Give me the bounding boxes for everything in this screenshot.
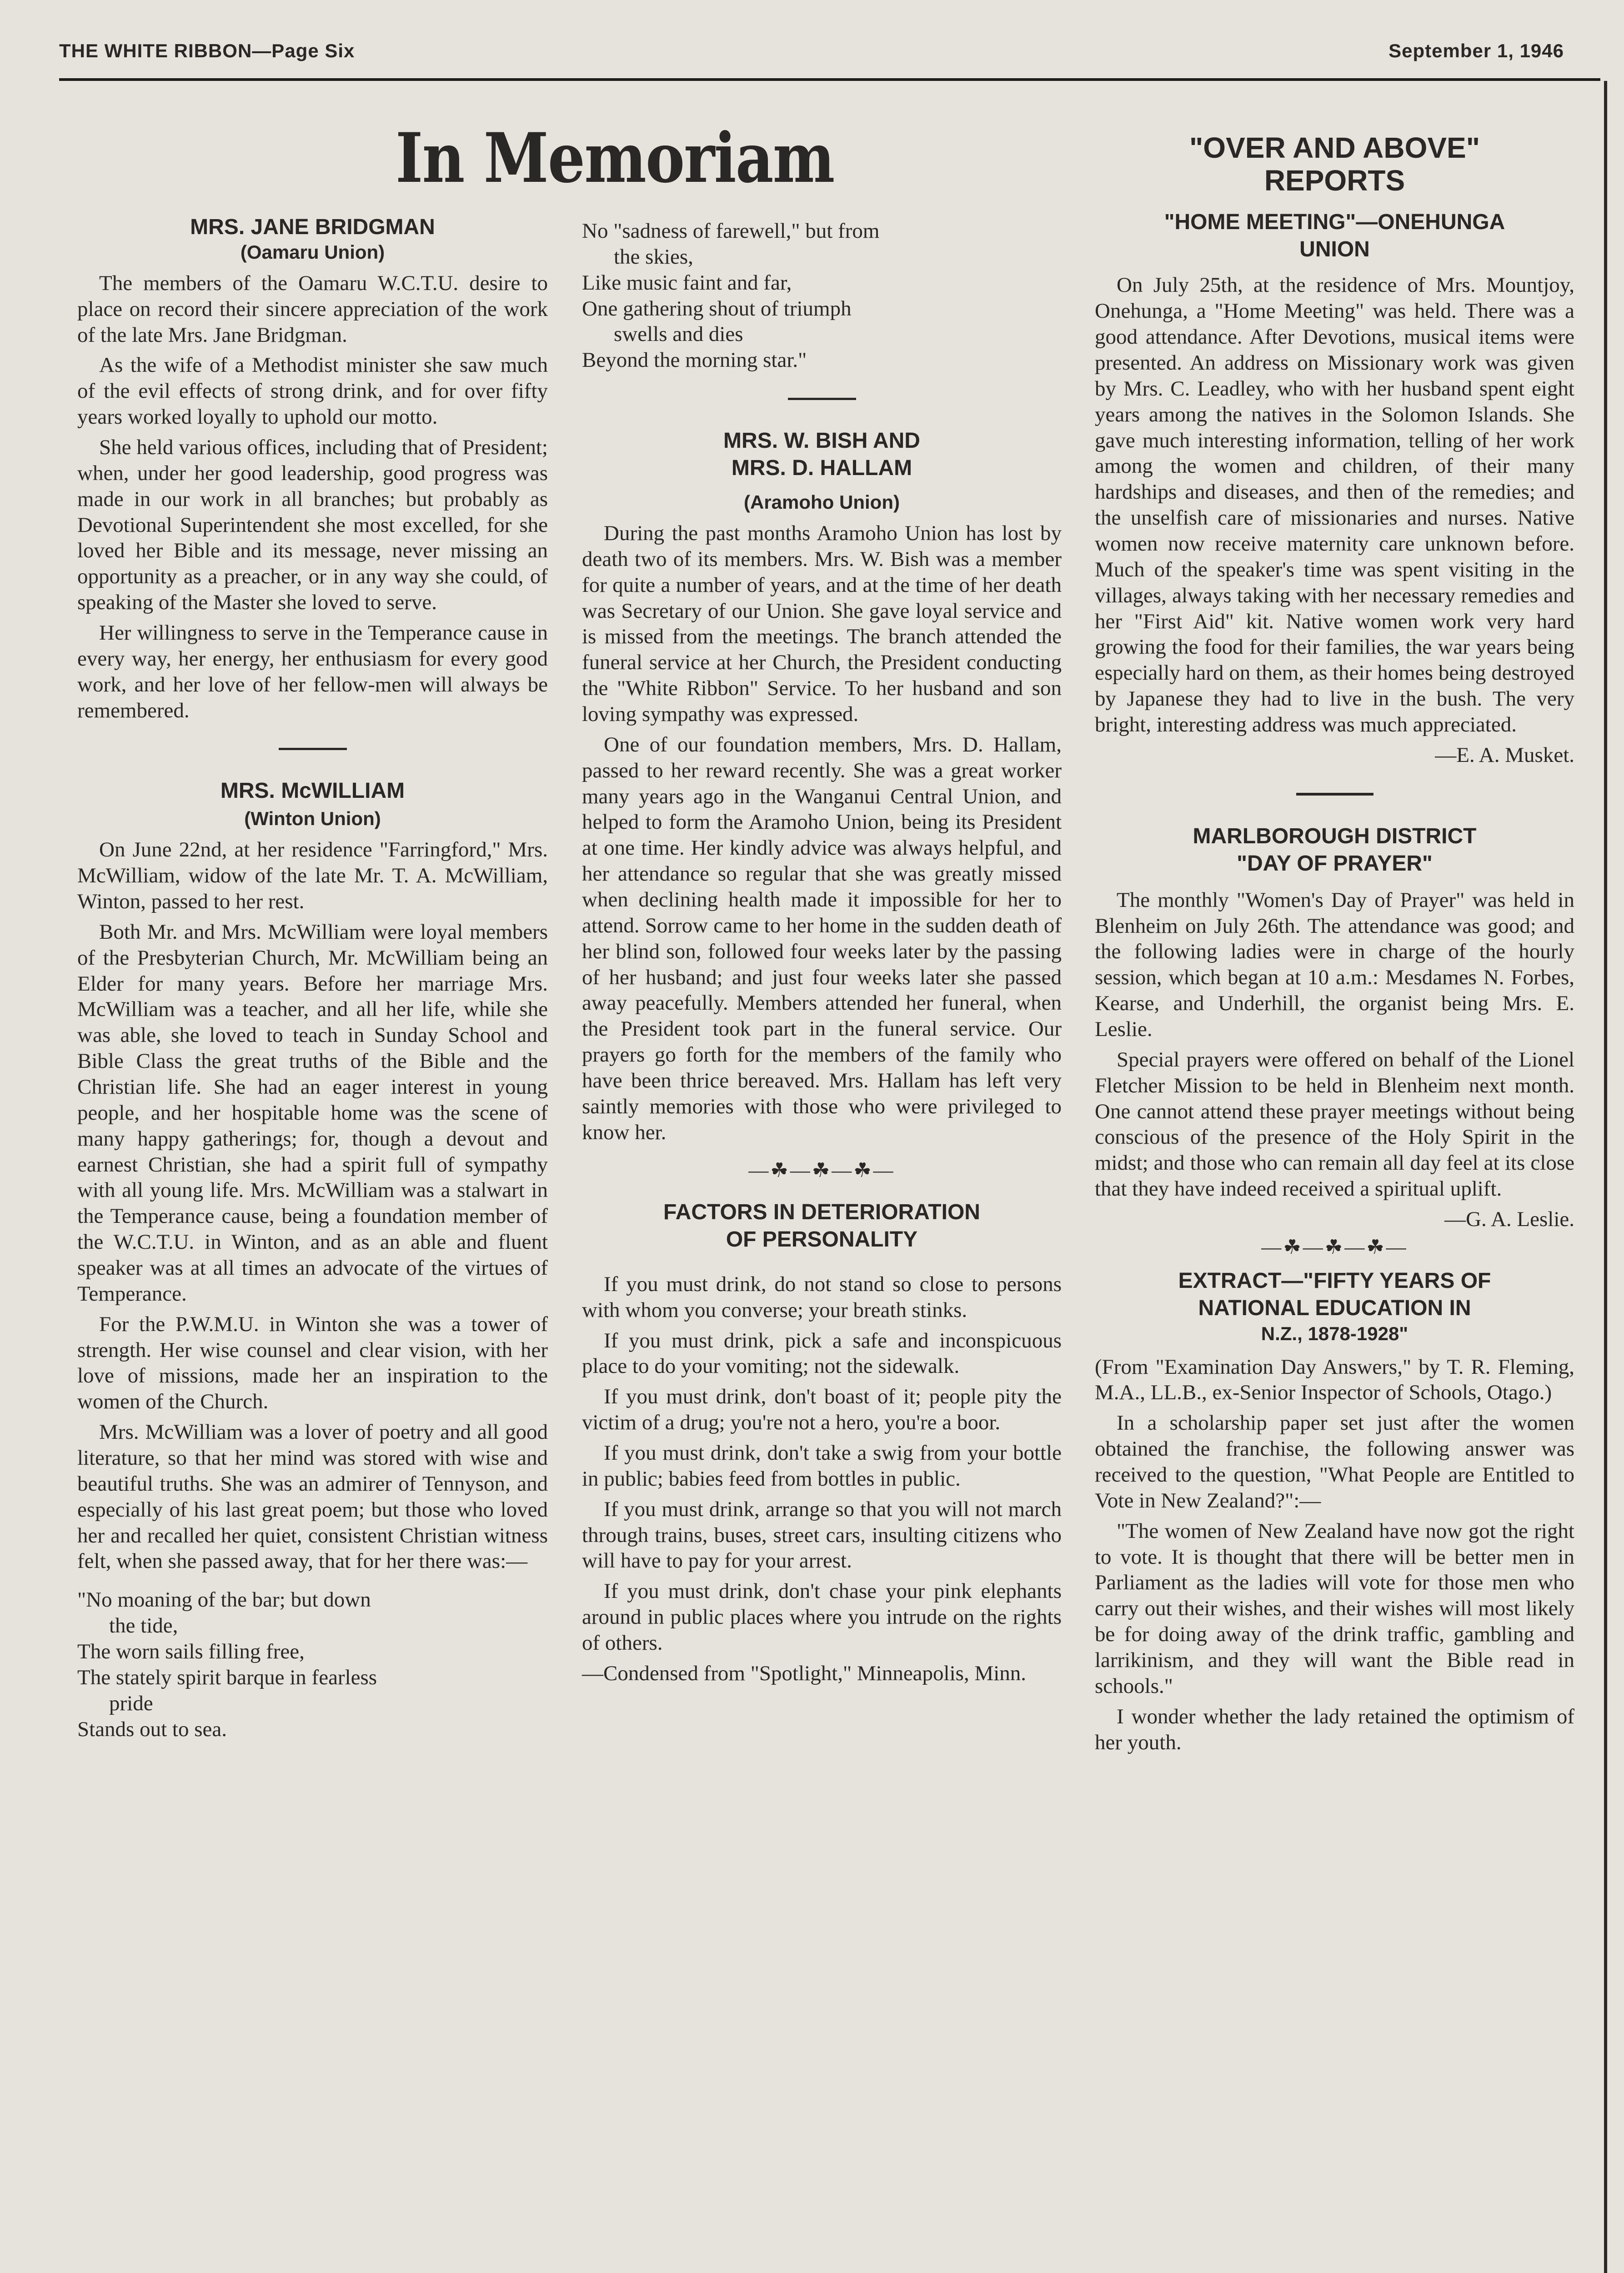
issue-date: September 1, 1946 — [1388, 40, 1564, 61]
mcwilliam-heading: MRS. McWILLIAM — [220, 779, 405, 803]
bridgman-union: (Oamaru Union) — [240, 241, 385, 263]
signature: —E. A. Musket. — [1435, 743, 1574, 767]
column-1 — [77, 214, 548, 1742]
factors-paragraph: If you must drink, don't boast of it; people pity the victim of a drug; you're not a hero, you're a boor. — [582, 1385, 1062, 1435]
extract-source: (From "Examination Day Answers," by T. R. Fleming, M.A., LL.B., ex-Senior Inspector of Schools, Otago.) — [1095, 1355, 1574, 1405]
poem-line: pride — [109, 1691, 153, 1715]
bish-paragraph: One of our foundation members, Mrs. D. Hallam, passed to her reward recently. She was a great worker many years ago in the Wanganui Central Union, and helped to form the Aramoho Union, being its President at one time. Her kindly advice was always helpful, and her attendance so regular that she was greatly missed when declining health made it impossible for her to attend. Sorrow came to her home in the sudden death of her blind son, followed four weeks later by the passing of her husband; and just four weeks later she passed away peacefully. Members attended her funeral, when the President took part in the funeral service. Our prayers go forth for the members of the family who have been thrice bereaved. Mrs. Hallam has left very saintly memories with those who were privileged to know her. — [582, 732, 1062, 1144]
ornament-divider: —☘—☘—☘— — [1261, 1236, 1408, 1258]
signature: —G. A. Leslie. — [1444, 1207, 1574, 1231]
bish-heading-line: MRS. D. HALLAM — [731, 456, 912, 481]
marlborough-heading-line: "DAY OF PRAYER" — [1237, 851, 1433, 876]
extract-heading-line: EXTRACT—"FIFTY YEARS OF — [1178, 1269, 1491, 1293]
bridgman-paragraph: The members of the Oamaru W.C.T.U. desire to place on record their sincere appreciation of the work of the late Mrs. Jane Bridgman. — [77, 271, 548, 347]
column-3 — [1095, 132, 1574, 1760]
bridgman-paragraph: She held various offices, including that of President; when, under her good leadership, good progress was made in our work in all branches; but probably as Devotional Superintendent she most excelled, for she loved her Bible and its message, never missing an opportunity as a preacher, or in any way she could, of speaking of the Master she loved to serve. — [77, 435, 548, 615]
section-divider — [1296, 793, 1373, 796]
factors-heading-line: OF PERSONALITY — [726, 1227, 918, 1252]
home-meeting-heading — [1095, 209, 1574, 263]
home-meeting-heading-line: UNION — [1299, 237, 1370, 262]
factors-heading — [582, 1199, 1062, 1253]
bish-union: (Aramoho Union) — [744, 491, 900, 513]
poem-verse-2 — [582, 218, 1062, 373]
extract-paragraph: I wonder whether the lady retained the optimism of her youth. — [1095, 1704, 1574, 1754]
extract-paragraph: In a scholarship paper set just after the women obtained the franchise, the following answer was received to the question, "What People are Entitled to Vote in New Zealand?":— — [1095, 1411, 1574, 1512]
column-2 — [582, 218, 1062, 1691]
extract-heading-line: NATIONAL EDUCATION IN — [1198, 1296, 1471, 1321]
right-margin-rule — [1604, 81, 1607, 2273]
page-title: In Memoriam — [396, 118, 834, 198]
poem-line: Beyond the morning star." — [582, 348, 807, 372]
mcwilliam-paragraph: On June 22nd, at her residence "Farringford," Mrs. McWilliam, widow of the late Mr. T. A. McWilliam, Winton, passed to her rest. — [77, 838, 548, 913]
marlborough-heading-line: MARLBOROUGH DISTRICT — [1193, 824, 1477, 848]
factors-source: —Condensed from "Spotlight," Minneapolis, Minn. — [582, 1661, 1027, 1685]
marlborough-heading — [1095, 823, 1574, 877]
poem-line: the tide, — [109, 1614, 178, 1638]
poem-line: The stately spirit barque in fearless — [77, 1665, 377, 1689]
extract-heading-line: N.Z., 1878-1928" — [1261, 1323, 1408, 1345]
header-rule — [59, 78, 1600, 81]
page-header — [59, 35, 1564, 72]
over-above-heading — [1095, 132, 1574, 197]
over-above-heading-line: REPORTS — [1264, 164, 1405, 197]
home-meeting-paragraph: On July 25th, at the residence of Mrs. Mountjoy, Onehunga, a "Home Meeting" was held. There was a good attendance. After Devotions, musical items were presented. An address on Missionary work was given by Mrs. C. Leadley, who with her husband spent eight years among the natives in the Solomon Islands. She gave much interesting information, telling of her work among the women and children, of their many hardships and diseases, and then of the remedies; and the unselfish care of missionaries and nurses. Native women now receive maternity care unknown before. Much of the speaker's time was spent visiting in the villages, always taking with her necessary remedies and her "First Aid" kit. Native women work very hard growing the food for their families, the war years being especially hard on them, as their homes being destroyed by Japanese they had to live in the bush. The very bright, interesting address was much appreciated. — [1095, 273, 1574, 736]
marlborough-paragraph: Special prayers were offered on behalf of the Lionel Fletcher Mission to be held in Blenheim next month. One cannot attend these prayer meetings without being conscious of the presence of the Holy Spirit in the midst; and those who can remain all day feel at its close that they have indeed received a spiritual uplift. — [1095, 1047, 1574, 1201]
publication-title: THE WHITE RIBBON—Page Six — [59, 40, 355, 61]
factors-paragraph: If you must drink, don't take a swig from your bottle in public; babies feed from bottles in public. — [582, 1441, 1062, 1491]
marlborough-paragraph: The monthly "Women's Day of Prayer" was held in Blenheim on July 26th. The attendance was good; and the following ladies were in charge of the hourly session, which began at 10 a.m.: Mesdames N. Forbes, Kearse, and Underhill, the organist being Mrs. E. Leslie. — [1095, 888, 1574, 1041]
poem-line: the skies, — [614, 245, 693, 269]
bish-heading — [582, 427, 1062, 482]
bridgman-paragraph: Her willingness to serve in the Temperance cause in every way, her energy, her enthusiasm for every good work, and her love of her fellow-men will always be remembered. — [77, 621, 548, 722]
over-above-heading-line: "OVER AND ABOVE" — [1189, 131, 1480, 164]
mcwilliam-paragraph: Mrs. McWilliam was a lover of poetry and all good literature, so that her mind was stored with wise and beautiful truths. She was an admirer of Tennyson, and especially of his last great poem; but those who loved her and recalled her quiet, consistent Christian witness felt, when she passed away, that for her there was:— — [77, 1420, 548, 1573]
poem-line: No "sadness of farewell," but from — [582, 219, 880, 243]
poem-line: Stands out to sea. — [77, 1717, 227, 1741]
poem-line: "No moaning of the bar; but down — [77, 1588, 371, 1612]
extract-heading — [1095, 1267, 1574, 1346]
mcwilliam-paragraph: Both Mr. and Mrs. McWilliam were loyal members of the Presbyterian Church, Mr. McWilliam being an Elder for many years. Before her marriage Mrs. McWilliam was a teacher, and all her life, while she was able, she loved to teach in Sunday School and Bible Class the great truths of the Bible and the Christian life. She had an eager interest in young people, and her hospitable home was the scene of many happy gatherings; for, though a devout and earnest Christian, she had a spirit full of sympathy with all young life. Mrs. McWilliam was a stalwart in the Temperance cause, being a foundation member of the W.C.T.U. in Winton, and as an able and fluent speaker was at all times an advocate of the virtues of Temperance. — [77, 920, 548, 1306]
poem-verse-1 — [77, 1587, 548, 1742]
ornament-divider: —☘—☘—☘— — [748, 1159, 895, 1182]
extract-paragraph: "The women of New Zealand have now got the right to vote. It is thought that there will be better men in Parliament as the ladies will vote for those men who carry out their wishes, and their wishes will most likely be for doing away of the drink traffic, gambling and larrikinism, and they will want the Bible read in schools." — [1095, 1519, 1574, 1698]
bridgman-heading: MRS. JANE BRIDGMAN — [190, 215, 435, 239]
bish-paragraph: During the past months Aramoho Union has lost by death two of its members. Mrs. W. Bish was a member for quite a number of years, and at the time of her death was Secretary of our Union. She gave loyal service and is missed from the meetings. The branch attended the funeral service at her Church, the President conducting the "White Ribbon" Service. To her husband and son loving sympathy was expressed. — [582, 521, 1062, 726]
factors-paragraph: If you must drink, arrange so that you will not march through trains, buses, street cars, insulting citizens who will have to pay for your arrest. — [582, 1497, 1062, 1573]
factors-paragraph: If you must drink, pick a safe and inconspicuous place to do your vomiting; not the sidewalk. — [582, 1328, 1062, 1378]
factors-paragraph: If you must drink, do not stand so close to persons with whom you converse; your breath stinks. — [582, 1272, 1062, 1322]
section-divider — [279, 748, 347, 750]
factors-heading-line: FACTORS IN DETERIORATION — [663, 1200, 980, 1224]
mcwilliam-paragraph: For the P.W.M.U. in Winton she was a tower of strength. Her wise counsel and clear vision, with her love of missions, made her an inspiration to the women of the Church. — [77, 1312, 548, 1414]
home-meeting-heading-line: "HOME MEETING"—ONEHUNGA — [1164, 210, 1505, 235]
mcwilliam-union: (Winton Union) — [244, 808, 381, 830]
poem-line: Like music faint and far, — [582, 270, 792, 295]
poem-line: One gathering shout of triumph — [582, 296, 852, 320]
poem-line: The worn sails filling free, — [77, 1640, 305, 1664]
bridgman-paragraph: As the wife of a Methodist minister she saw much of the evil effects of strong drink, and for over fifty years worked loyally to uphold our motto. — [77, 353, 548, 429]
bish-heading-line: MRS. W. BISH AND — [723, 429, 920, 453]
factors-paragraph: If you must drink, don't chase your pink elephants around in public places where you intrude on the rights of others. — [582, 1579, 1062, 1655]
spacer — [582, 1253, 1062, 1272]
poem-line: swells and dies — [614, 322, 743, 346]
section-divider — [788, 398, 856, 400]
